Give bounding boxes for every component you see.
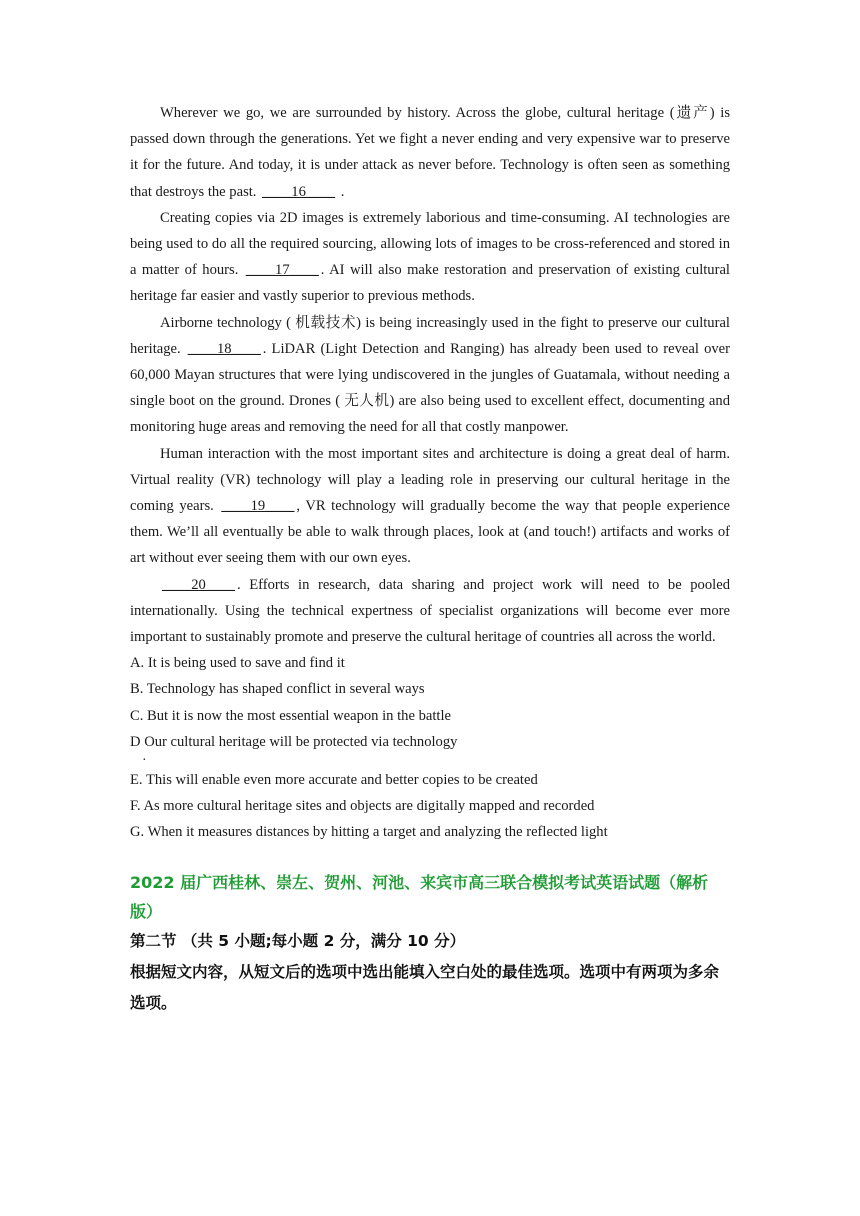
blank-16: ____16____ <box>262 183 336 200</box>
passage-paragraph-2 <box>130 205 730 310</box>
blank-19: ____19____ <box>221 498 295 515</box>
content-column <box>130 100 730 1019</box>
paragraph-text: Airborne technology ( 机载技术) is being increasingly used in the fight to preserve our cultural heritage. <box>130 314 730 357</box>
answer-options <box>130 650 730 845</box>
option-e: E. This will enable even more accurate and better copies to be created <box>130 772 538 789</box>
paragraph-text: . Efforts in research, data sharing and project work will need to be pooled internationally. Using the technical expertness of specialist organizations will become ever more important to sustainably promote and preserve the cultural heritage of countries all across the world. <box>130 576 730 646</box>
option-d: D Our cultural heritage will be protected via technology <box>130 733 458 750</box>
option-g: G. When it measures distances by hitting a target and analyzing the reflected light <box>130 824 608 841</box>
option-c: C. But it is now the most essential weapon in the battle <box>130 707 452 724</box>
paragraph-text: . AI will also make restoration and preservation of existing cultural heritage far easier and vastly superior to previous methods. <box>130 262 730 305</box>
option-a: A. It is being used to save and find it <box>130 655 345 672</box>
blank-20: ____20____ <box>162 576 235 593</box>
paragraph-text: Human interaction with the most important sites and architecture is doing a great deal of harm. Virtual reality (VR) technology will play a leading role in preserving our cultural heritage in the coming years. <box>130 445 730 515</box>
passage-paragraph-3 <box>130 310 730 441</box>
paragraph-text: . LiDAR (Light Detection and Ranging) has already been used to reveal over 60,000 Mayan structures that were lying undiscovered in the jungles of Guatamala, without needing a single boot on the ground. Drones ( 无人机) are also being used to excellent effect, documenting and monitoring huge areas and removing the need for all that costly manpower. <box>130 340 730 436</box>
option-f: F. As more cultural heritage sites and objects are digitally mapped and recorded <box>130 798 595 815</box>
paragraph-text: Wherever we go, we are surrounded by history. Across the globe, cultural heritage (遗产) is passed down through the generations. Yet we fight a never ending and very expensive war to preserve it for the future. And today, it is under attack as never before. Technology is often seen as something that destroys the past. <box>130 105 730 200</box>
stray-dot: · <box>142 753 147 769</box>
paragraph-text: Creating copies via 2D images is extremely laborious and time-consuming. AI technologies are being used to do all the required sourcing, allowing lots of images to be cross-referenced and stored in a matter of hours. <box>130 209 730 279</box>
option-b: B. Technology has shaped conflict in several ways <box>130 681 425 698</box>
blank-17: ____17____ <box>245 262 319 279</box>
passage-paragraph-5 <box>130 572 730 651</box>
paragraph-text: , VR technology will gradually become the way that people experience them. We’ll all eventually be able to walk through places, look at (and touch!) artifacts and works of art without ever seeing them with our own eyes. <box>130 498 730 567</box>
exam-title: 2022 届广西桂林、崇左、贺州、河池、来宾市高三联合模拟考试英语试题（解析版） <box>130 872 709 921</box>
section-header: 第二节 （共 5 小题;每小题 2 分，满分 10 分） <box>130 931 466 950</box>
passage-paragraph-4 <box>130 441 730 572</box>
passage-paragraph-1 <box>130 100 730 205</box>
paragraph-text: . <box>337 183 345 200</box>
blank-18: ____18____ <box>187 340 261 357</box>
instructions-text: 根据短文内容，从短文后的选项中选出能填入空白处的最佳选项。选项中有两项为多余选项。 <box>130 962 720 1012</box>
